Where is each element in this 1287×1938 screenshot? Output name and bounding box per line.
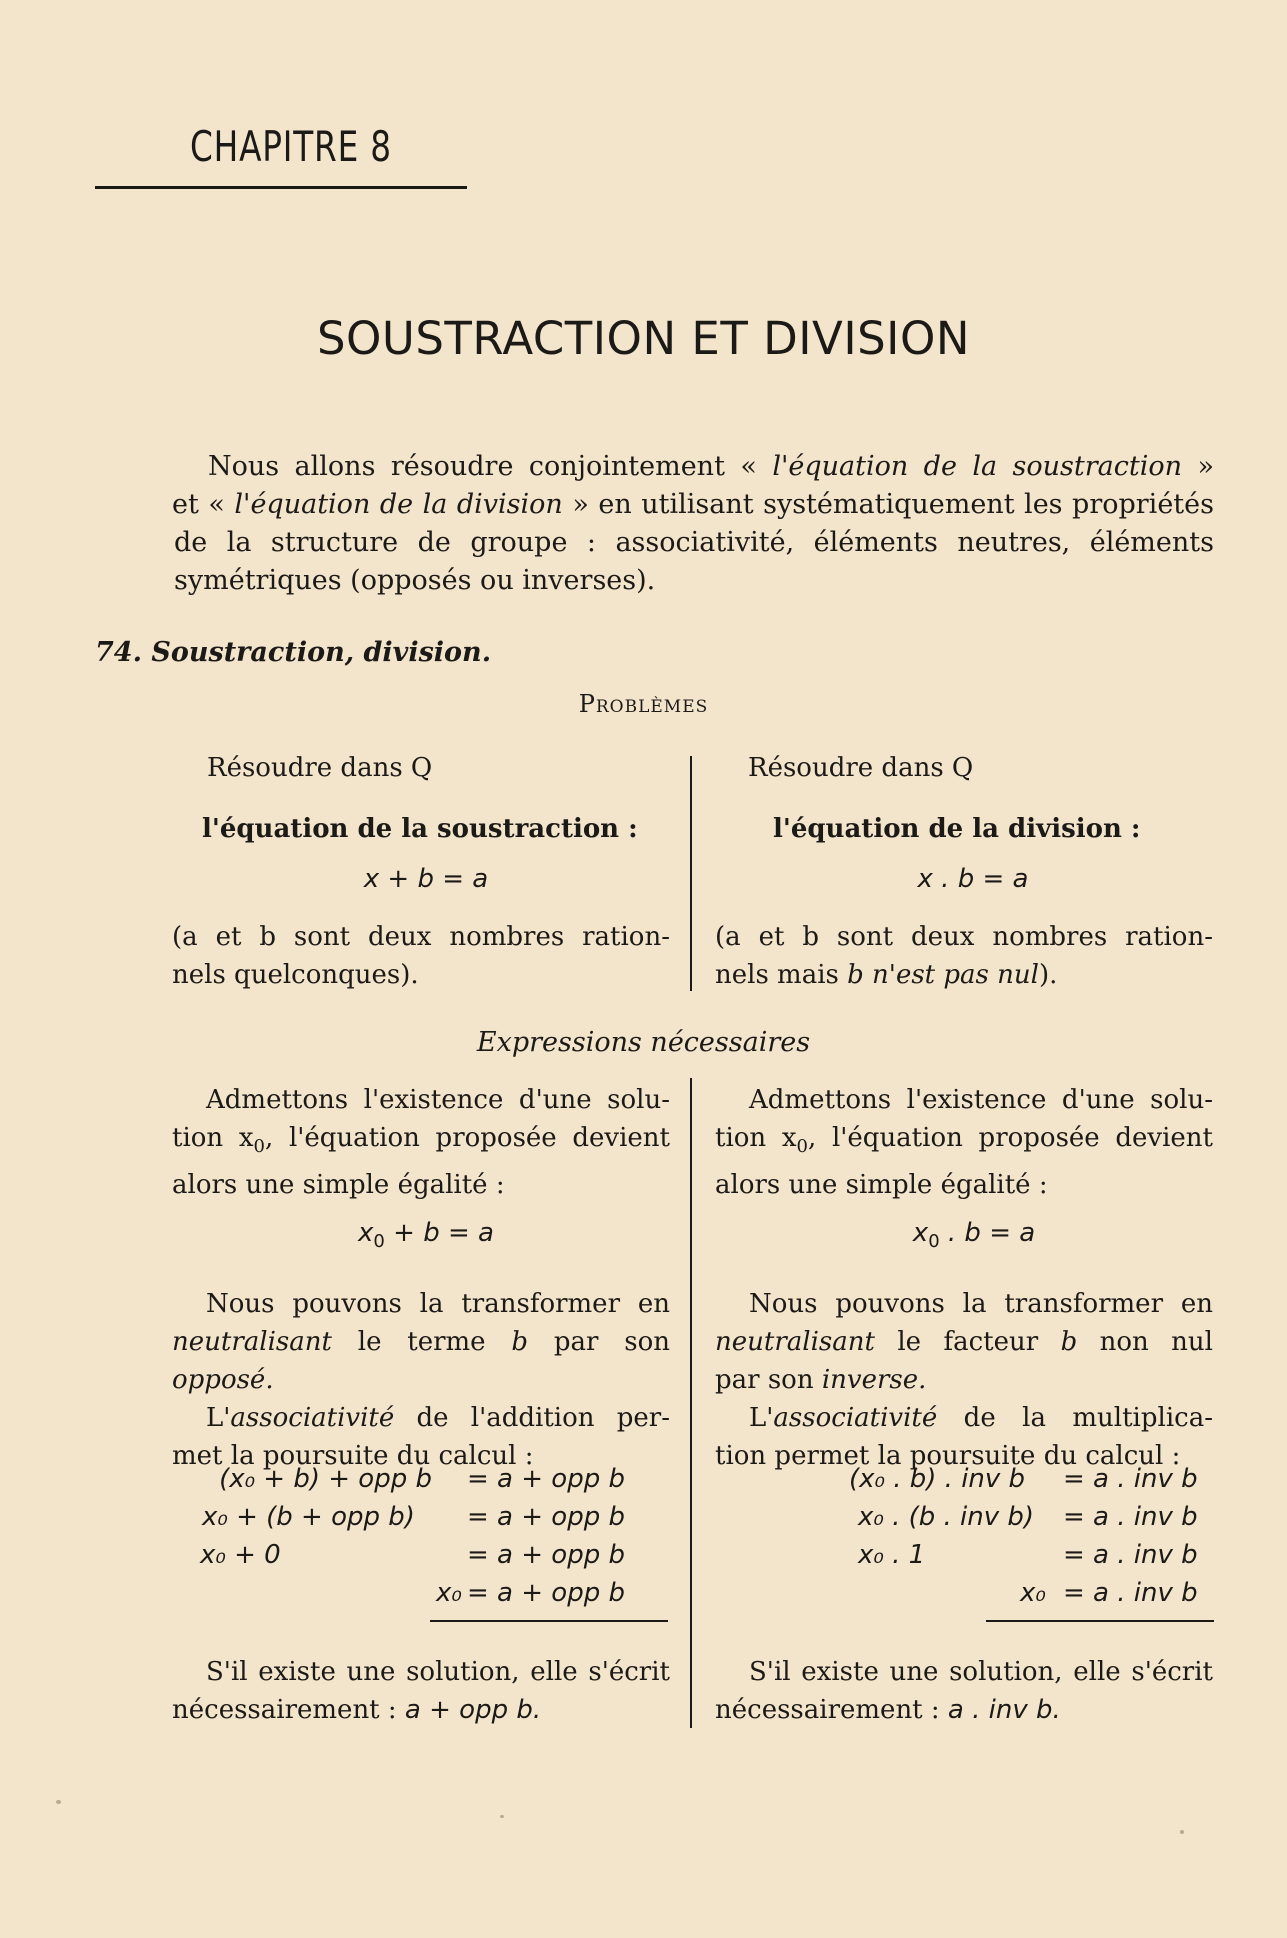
subscript: 0	[928, 1231, 940, 1252]
left-assoc-emphasis: associativité	[230, 1403, 395, 1433]
right-trans-var: b	[1060, 1327, 1078, 1357]
column-divider	[690, 756, 692, 991]
right-assoc-line: tion permet la poursuite du calcul :	[715, 1441, 1181, 1471]
left-calculation	[172, 1460, 670, 1620]
right-calc-rhs: = a . inv b	[1063, 1540, 1198, 1570]
right-trans-line: Nous pouvons la transformer en	[749, 1289, 1213, 1319]
intro-paragraph	[174, 448, 1214, 600]
intro-emphasis: l'équation de la soustraction	[772, 451, 1183, 482]
right-exist-line: alors une simple égalité :	[715, 1170, 1048, 1200]
left-trans-line: opposé.	[172, 1365, 274, 1395]
left-eq2-rest: + b = a	[384, 1218, 494, 1248]
subscript: 0	[373, 1231, 385, 1252]
left-concl-result: a + opp b.	[404, 1695, 542, 1725]
right-trans-emphasis: inverse.	[821, 1365, 927, 1395]
left-exist-text: tion x	[172, 1123, 254, 1153]
right-assoc-emphasis: associativité	[773, 1403, 938, 1433]
left-cond-line: nels quelconques).	[172, 960, 419, 990]
paper-speck	[500, 1815, 504, 1818]
paper-speck	[1180, 1830, 1184, 1834]
left-expressions	[172, 1081, 670, 1475]
right-calc-rhs: = a . inv b	[1063, 1578, 1198, 1608]
left-trans-text: le terme	[331, 1327, 512, 1357]
chapter-title: SOUSTRACTION ET DIVISION	[316, 312, 971, 365]
subscript: 0	[253, 1136, 265, 1157]
left-condition	[172, 918, 670, 994]
intro-emphasis: l'équation de la division	[234, 489, 563, 520]
intro-text: de la structure de groupe : associativité, éléments neutres, éléments	[174, 527, 1214, 558]
right-cond-emphasis: b n'est pas nul	[847, 960, 1039, 990]
right-calc-lhs: x₀ . (b . inv b)	[858, 1502, 1035, 1532]
left-assoc-text: de l'addition per-	[394, 1403, 670, 1433]
right-trans-text: le facteur	[874, 1327, 1061, 1357]
left-calc-lhs: x₀	[436, 1578, 462, 1608]
left-calc-rhs: = a + opp b	[467, 1540, 625, 1570]
left-assoc-line: met la poursuite du calcul :	[172, 1441, 534, 1471]
left-calc-lhs: (x₀ + b) + opp b	[219, 1464, 432, 1494]
left-trans-var: b	[511, 1327, 529, 1357]
left-exist-text: , l'équation proposée devient	[264, 1123, 670, 1153]
left-calc-rhs: = a + opp b	[467, 1502, 625, 1532]
intro-text: et «	[172, 489, 225, 520]
result-rule	[986, 1620, 1214, 1622]
column-divider	[690, 1078, 692, 1728]
chapter-heading: CHAPITRE 8	[190, 122, 392, 171]
right-equation-title: l'équation de la division :	[773, 814, 1141, 844]
left-trans-line: Nous pouvons la transformer en	[206, 1289, 670, 1319]
left-cond-line: (a et b sont deux nombres ration-	[172, 922, 670, 952]
right-expressions	[715, 1081, 1213, 1475]
intro-text: »	[1197, 451, 1214, 482]
left-calc-lhs: x₀ + 0	[200, 1540, 281, 1570]
left-equation: x + b = a	[363, 864, 489, 894]
right-calc-lhs: x₀	[1020, 1578, 1046, 1608]
right-trans-emphasis: neutralisant	[715, 1327, 875, 1357]
right-exist-text: , l'équation proposée devient	[807, 1123, 1213, 1153]
left-problem	[172, 749, 670, 898]
right-calc-rhs: = a . inv b	[1063, 1464, 1198, 1494]
right-eq2-var: x	[912, 1218, 929, 1248]
left-calc-rhs: = a + opp b	[467, 1578, 625, 1608]
right-calc-lhs: (x₀ . b) . inv b	[849, 1464, 1026, 1494]
right-calc-lhs: x₀ . 1	[858, 1540, 926, 1570]
subscript: 0	[796, 1136, 808, 1157]
right-exist-line: Admettons l'existence d'une solu-	[749, 1085, 1213, 1115]
right-exist-text: tion x	[715, 1123, 797, 1153]
right-assoc-text: L'	[749, 1403, 774, 1433]
right-cond-text: ).	[1038, 960, 1058, 990]
left-concl-text: nécessairement :	[172, 1695, 405, 1725]
left-exist-line: alors une simple égalité :	[172, 1170, 505, 1200]
right-assoc-text: de la multiplica-	[937, 1403, 1213, 1433]
left-eq2-var: x	[358, 1218, 374, 1248]
left-conclusion	[172, 1653, 670, 1729]
right-condition	[715, 918, 1213, 994]
right-equation: x . b = a	[917, 864, 1029, 894]
left-concl-line: S'il existe une solution, elle s'écrit	[206, 1657, 670, 1687]
right-problem	[713, 749, 1213, 898]
right-concl-line: S'il existe une solution, elle s'écrit	[749, 1657, 1213, 1687]
left-resoudre: Résoudre dans Q	[207, 753, 433, 783]
right-resoudre: Résoudre dans Q	[748, 753, 974, 783]
right-cond-text: nels mais	[715, 960, 848, 990]
right-calc-rhs: = a . inv b	[1063, 1502, 1198, 1532]
right-eq2-rest: . b = a	[939, 1218, 1036, 1248]
intro-text: » en utilisant systématiquement les propriétés	[572, 489, 1214, 520]
right-concl-result: a . inv b.	[947, 1695, 1061, 1725]
right-cond-line: (a et b sont deux nombres ration-	[715, 922, 1213, 952]
right-trans-text: par son	[715, 1365, 822, 1395]
intro-text: symétriques (opposés ou inverses).	[174, 565, 656, 596]
left-calc-lhs: x₀ + (b + opp b)	[202, 1502, 415, 1532]
right-trans-text: non nul	[1077, 1327, 1213, 1357]
right-calculation	[715, 1460, 1213, 1620]
left-trans-text: par son	[528, 1327, 670, 1357]
left-exist-line: Admettons l'existence d'une solu-	[206, 1085, 670, 1115]
left-equation-title: l'équation de la soustraction :	[202, 814, 638, 844]
left-trans-emphasis: neutralisant	[172, 1327, 332, 1357]
section-heading: 74. Soustraction, division.	[95, 637, 492, 668]
expressions-heading: Expressions nécessaires	[476, 1027, 811, 1058]
paper-speck	[56, 1800, 61, 1804]
chapter-rule	[95, 186, 467, 189]
result-rule	[430, 1620, 668, 1622]
left-assoc-text: L'	[206, 1403, 231, 1433]
right-concl-text: nécessairement :	[715, 1695, 948, 1725]
left-calc-rhs: = a + opp b	[467, 1464, 625, 1494]
intro-text: Nous allons résoudre conjointement «	[208, 451, 757, 482]
problems-heading: Problèmes	[578, 690, 709, 718]
right-conclusion	[715, 1653, 1213, 1729]
